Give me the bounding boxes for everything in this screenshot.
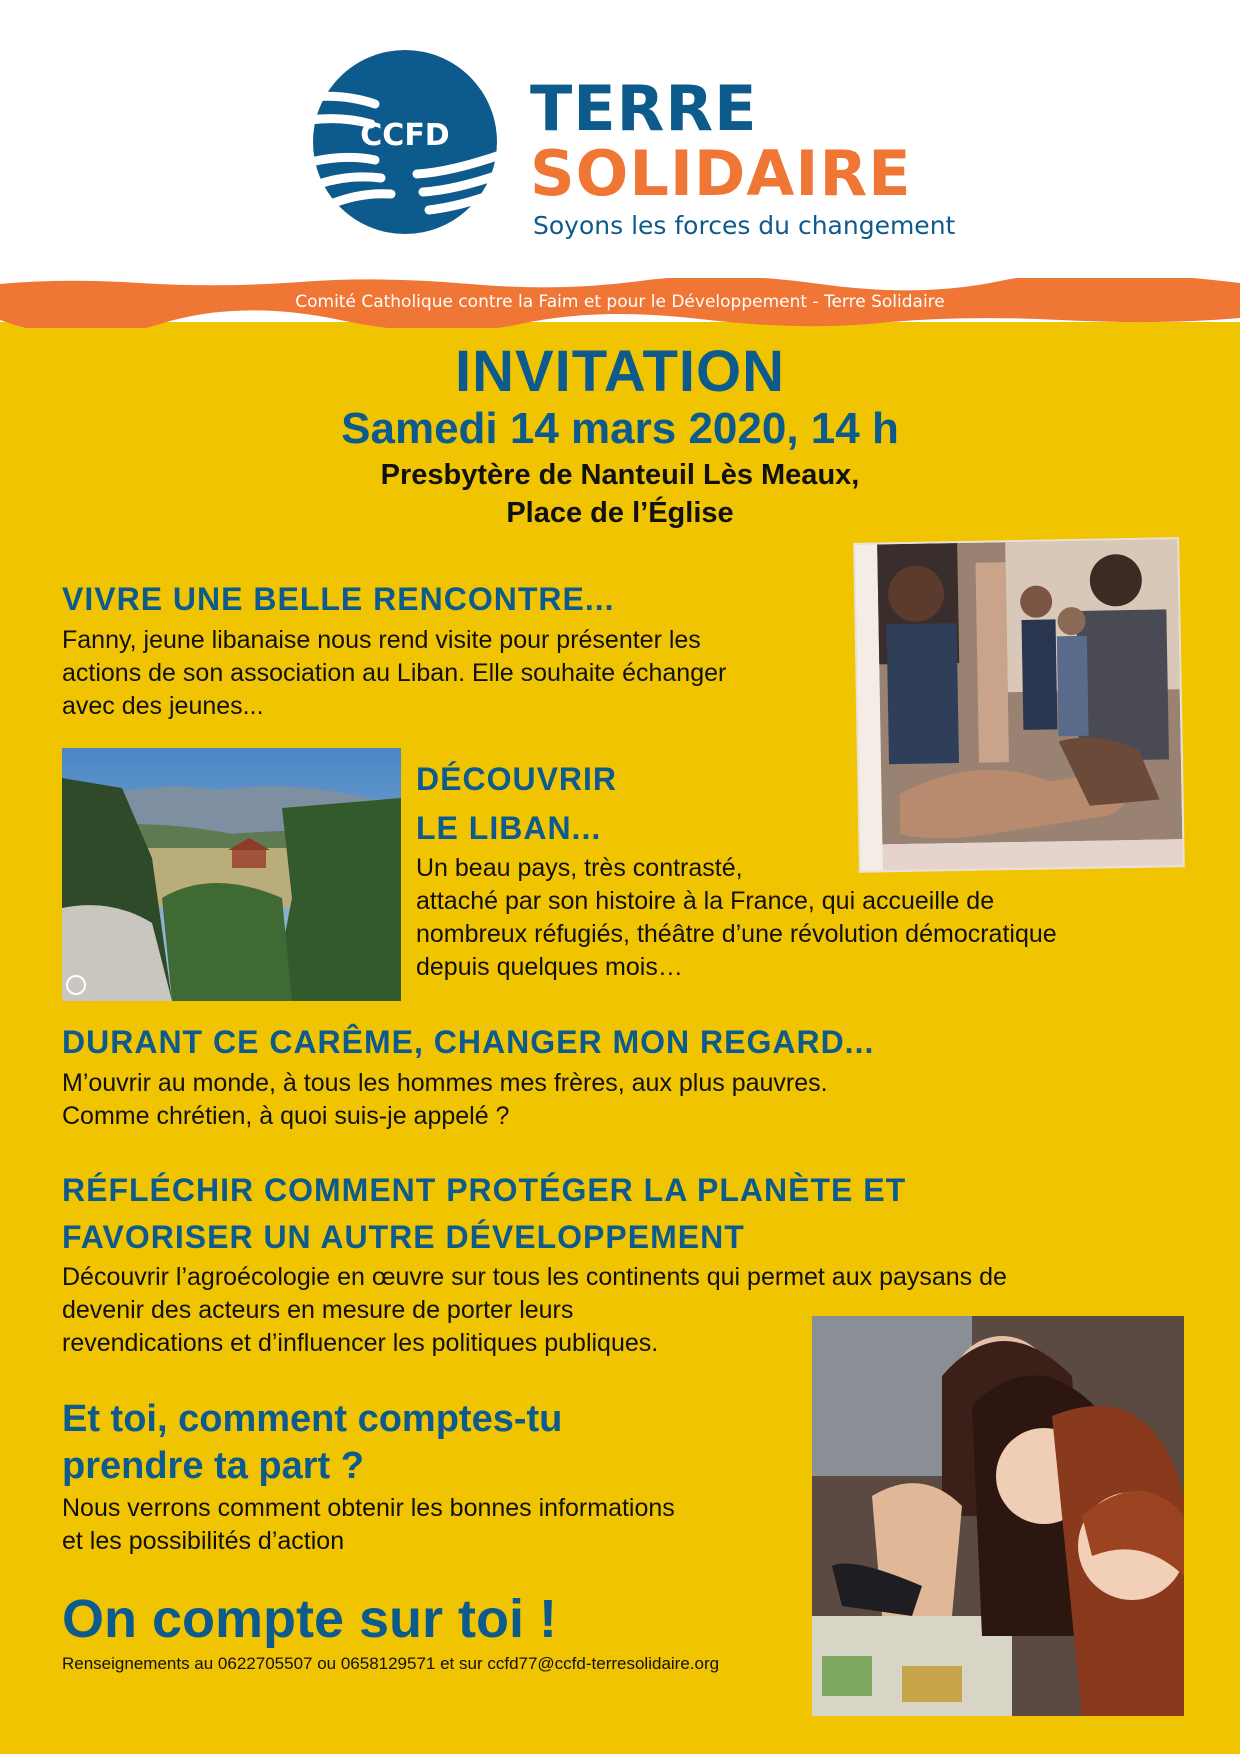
heading-careme: DURANT CE CARÊME, CHANGER MON REGARD...	[62, 1024, 875, 1060]
text-toi-2: et les possibilités d’action	[62, 1527, 345, 1555]
band-text: Comité Catholique contre la Faim et pour le Développement - Terre Solidaire	[295, 292, 945, 312]
logo-terre: TERRE	[530, 72, 758, 145]
young-people-image	[812, 1316, 1184, 1716]
heading-liban-1: DÉCOUVRIR	[416, 761, 618, 797]
ccfd-logo	[0, 0, 1240, 278]
invitation-title: INVITATION	[454, 339, 786, 404]
handshake-photo	[855, 539, 1183, 871]
lebanon-landscape-image	[62, 748, 401, 1001]
text-planete-3: revendications et d’influencer les politiques publiques.	[62, 1329, 659, 1357]
text-toi-1: Nous verrons comment obtenir les bonnes informations	[62, 1494, 675, 1522]
text-liban-1: Un beau pays, très contrasté,	[416, 854, 743, 882]
text-liban-4: depuis quelques mois…	[416, 953, 683, 981]
event-date: Samedi 14 mars 2020, 14 h	[341, 404, 899, 453]
text-rencontre-3: avec des jeunes...	[62, 692, 264, 720]
text-liban-2: attaché par son histoire à la France, qui accueille de	[416, 887, 995, 915]
venue-line-1: Presbytère de Nanteuil Lès Meaux,	[380, 459, 860, 491]
text-careme-1: M’ouvrir au monde, à tous les hommes mes frères, aux plus pauvres.	[62, 1069, 828, 1097]
heading-liban-2: LE LIBAN...	[416, 810, 602, 846]
logo-tagline: Soyons les forces du changement	[533, 211, 956, 240]
text-rencontre-1: Fanny, jeune libanaise nous rend visite pour présenter les	[62, 626, 701, 654]
heading-rencontre: VIVRE UNE BELLE RENCONTRE...	[62, 581, 615, 617]
venue-line-2: Place de l’Église	[506, 497, 734, 529]
heading-planete-1: RÉFLÉCHIR COMMENT PROTÉGER LA PLANÈTE ET	[62, 1172, 907, 1208]
text-planete-2: devenir des acteurs en mesure de porter leurs	[62, 1296, 574, 1324]
contact-info: Renseignements au 0622705507 ou 0658129571 et sur ccfd77@ccfd-terresolidaire.org	[62, 1654, 720, 1673]
text-liban-3: nombreux réfugiés, théâtre d’une révolution démocratique	[416, 920, 1057, 948]
logo-circle-text: CCFD	[360, 118, 450, 153]
logo-solidaire: SOLIDAIRE	[530, 137, 912, 210]
heading-planete-2: FAVORISER UN AUTRE DÉVELOPPEMENT	[62, 1219, 745, 1255]
text-rencontre-2: actions de son association au Liban. Elle souhaite échanger	[62, 659, 727, 687]
ccfd-hands-logo-icon	[305, 42, 505, 242]
heading-toi-2: prendre ta part ?	[62, 1445, 364, 1487]
handshake-photo-image	[855, 539, 1183, 871]
young-people-photo	[812, 1316, 1184, 1716]
slogan: On compte sur toi !	[62, 1589, 558, 1649]
heading-toi-1: Et toi, comment comptes-tu	[62, 1398, 563, 1440]
lebanon-landscape-photo	[62, 748, 401, 1001]
text-careme-2: Comme chrétien, à quoi suis-je appelé ?	[62, 1102, 510, 1130]
text-planete-1: Découvrir l’agroécologie en œuvre sur tous les continents qui permet aux paysans de	[62, 1263, 1007, 1291]
